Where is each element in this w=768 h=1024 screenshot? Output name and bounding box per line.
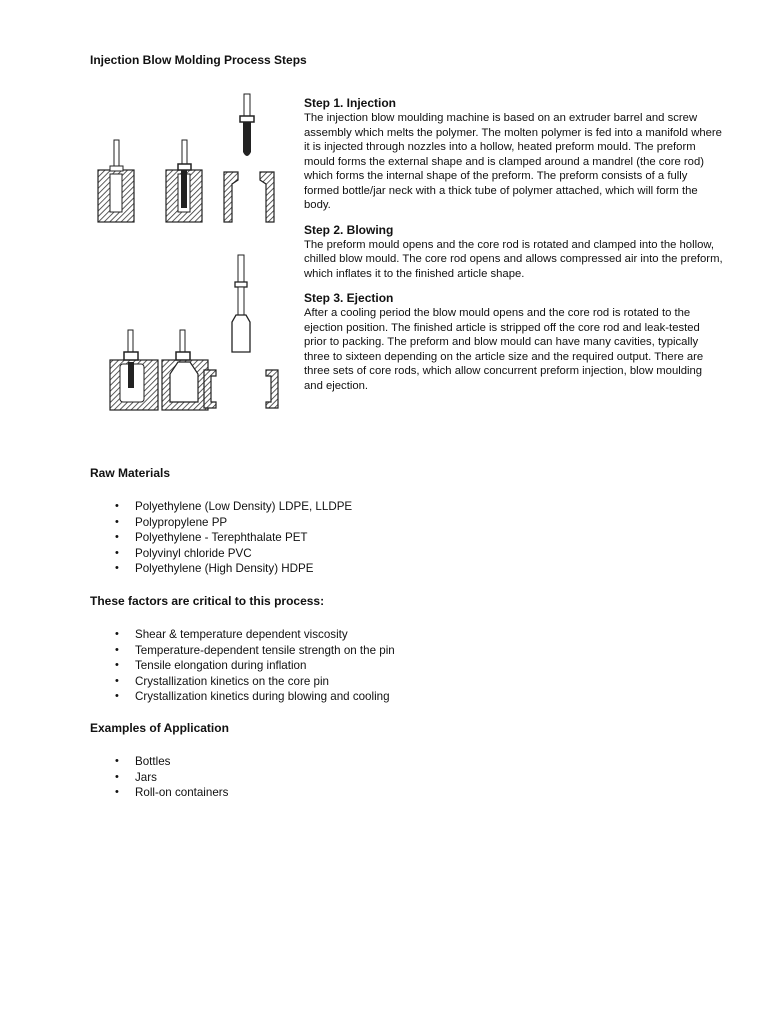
core-rod-with-preform: [240, 94, 254, 156]
list-item: • Shear & temperature dependent viscosity: [115, 628, 348, 641]
list-item: • Tensile elongation during inflation: [115, 659, 307, 672]
blow-mould-preform: [110, 330, 158, 410]
bullet-icon: •: [115, 674, 119, 687]
document-title: Injection Blow Molding Process Steps: [90, 53, 307, 67]
list-item: • Bottles: [115, 755, 171, 768]
blow-mould-open: [204, 370, 278, 408]
raw-materials-heading: Raw Materials: [90, 466, 171, 480]
bullet-icon: •: [115, 515, 119, 528]
bullet-icon: •: [115, 755, 119, 767]
step-text: The preform mould opens and the core rod is rotated and clamped into the hollow, chilled blow mould. The core rod opens and allows compressed air into the preform, which inflates it to the finished article shape.: [304, 238, 723, 280]
step-injection: [304, 96, 724, 213]
list-item: • Jars: [115, 770, 157, 784]
list-item: • Crystallization kinetics during blowing and cooling: [115, 690, 390, 703]
list-item: • Polypropylene PP: [115, 515, 228, 529]
ejected-core-rod: [232, 255, 250, 352]
applications-heading: Examples of Application: [90, 721, 229, 735]
factors-list: [110, 627, 395, 705]
bullet-icon: •: [115, 546, 119, 559]
list-item: • Temperature-dependent tensile strength on the pin: [115, 643, 395, 657]
preform-mould-open: [224, 172, 274, 222]
list-item: • Polyethylene - Terephthalate PET: [115, 531, 308, 544]
step-heading: Step 2. Blowing: [304, 222, 394, 237]
step-heading: Step 1. Injection: [304, 96, 397, 110]
preform-mould-closed-empty: [98, 140, 134, 222]
list-item: • Polyethylene (Low Density) LDPE, LLDPE: [115, 500, 353, 513]
list-item: • Polyvinyl chloride PVC: [115, 546, 252, 560]
step-ejection: [304, 291, 724, 393]
bullet-icon: •: [115, 531, 119, 543]
list-item: • Crystallization kinetics on the core pin: [115, 674, 329, 688]
step-blowing: [304, 223, 724, 282]
process-steps: [304, 96, 724, 403]
step-text: After a cooling period the blow mould opens and the core rod is rotated to the ejection position. The finished article is stripped off the core rod and leak-tested prior to packing. The preform and blow mould can have many cavities, typically three to sixteen depending on the article size and the required output. There are three sets of core rods, which allow concurrent preform injection, blow moulding and ejection.: [304, 307, 704, 392]
bullet-icon: •: [115, 690, 119, 702]
bullet-icon: •: [115, 562, 119, 574]
factors-heading: These factors are critical to this process:: [90, 594, 325, 608]
raw-materials-list: [110, 499, 352, 577]
bullet-icon: •: [115, 643, 119, 656]
step-heading: Step 3. Ejection: [304, 291, 394, 305]
step-text: The injection blow moulding machine is based on an extruder barrel and screw assembly which melts the polymer. The molten polymer is fed into a manifold where it is injected through nozzles into a hollow, heated preform mould. The preform mould forms the external shape and is clamped around a mandrel (the core rod) which forms the internal shape of the preform. The preform consists of a fully formed bottle/jar neck with a thick tube of polymer attached, which will form the body.: [304, 112, 722, 211]
process-illustration: [94, 90, 294, 430]
bullet-icon: •: [115, 659, 119, 671]
bullet-icon: •: [115, 628, 119, 640]
bullet-icon: •: [115, 786, 119, 798]
applications-list: [110, 754, 228, 801]
blow-mould-inflated: [162, 330, 208, 410]
list-item: • Roll-on containers: [115, 786, 229, 799]
bullet-icon: •: [115, 770, 119, 783]
list-item: • Polyethylene (High Density) HDPE: [115, 562, 314, 575]
bullet-icon: •: [115, 500, 119, 512]
preform-mould-injected: [166, 140, 202, 222]
